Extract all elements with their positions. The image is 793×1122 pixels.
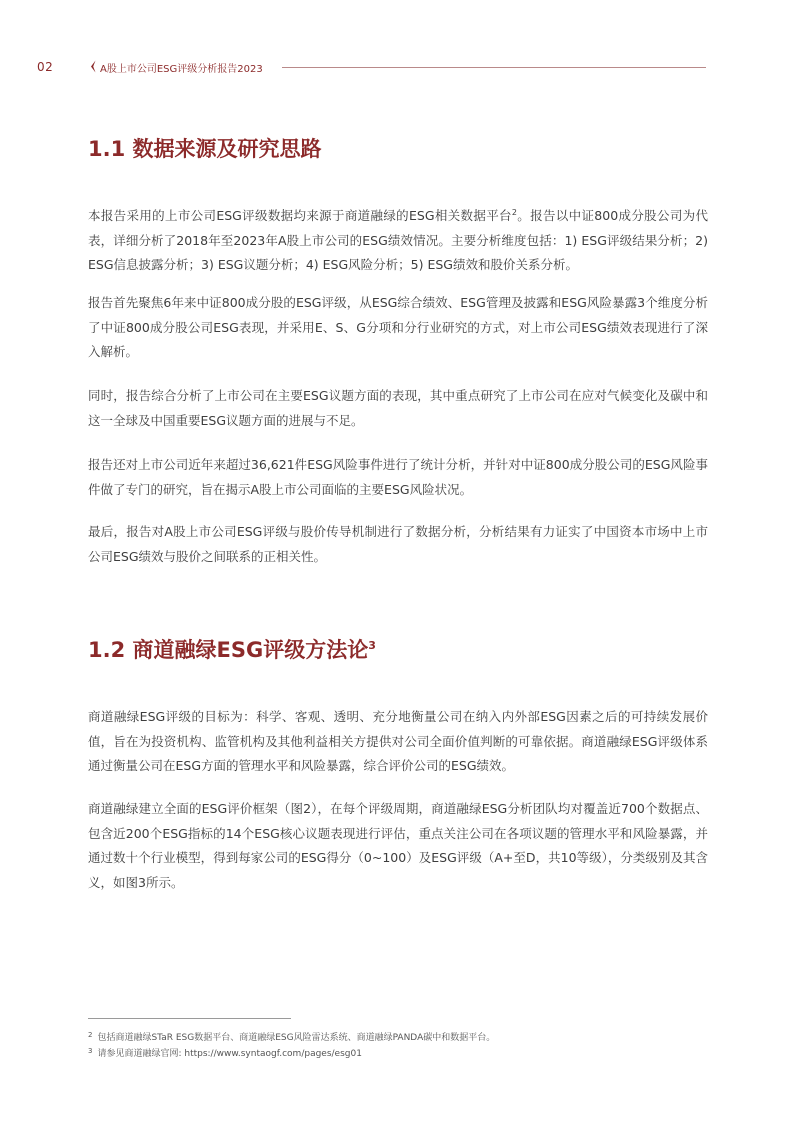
paragraph: 最后，报告对A股上市公司ESG评级与股价传导机制进行了数据分析，分析结果有力证实了中国资本市场中上市公司ESG绩效与股价之间联系的正相关性。 — [88, 524, 708, 564]
footnote — [88, 1047, 362, 1059]
footnote — [88, 1031, 496, 1043]
footnote-mark: 2 — [88, 1031, 93, 1039]
footnote-mark: 3 — [88, 1047, 93, 1055]
section-title-1-1: 1.1 数据来源及研究思路 — [88, 137, 322, 161]
report-title: A股上市公司ESG评级分析报告2023 — [100, 64, 263, 75]
footnote-ref[interactable]: 3 — [368, 639, 376, 652]
chevron-mark-icon — [90, 60, 96, 73]
footnote-ref[interactable]: 2 — [511, 207, 517, 217]
paragraph: 报告还对上市公司近年来超过36,621件ESG风险事件进行了统计分析，并针对中证800成分股公司的ESG风险事件做了专门的研究，旨在揭示A股上市公司面临的主要ESG风险状况。 — [88, 457, 708, 497]
header-divider — [282, 67, 706, 68]
footnote-divider — [88, 1018, 291, 1019]
section-title-1-2: 1.2 商道融绿ESG评级方法论$^3$ — [88, 638, 376, 662]
page-number: 02 — [37, 60, 54, 74]
paragraph: 商道融绿建立全面的ESG评价框架（图2），在每个评级周期，商道融绿ESG分析团队均对覆盖近700个数据点、包含近200个ESG指标的14个ESG核心议题表现进行评估，重点关注公司在各项议题的管理水平和风险暴露，并通过数十个行业模型，得到每家公司的ESG得分（0~100）及ESG评级（A+至D，共10等级），分类级别及其含义，如图3所示。 — [88, 801, 708, 890]
paragraph: 同时，报告综合分析了上市公司在主要ESG议题方面的表现，其中重点研究了上市公司在应对气候变化及碳中和这一全球及中国重要ESG议题方面的进展与不足。 — [88, 388, 708, 428]
paragraph: 报告首先聚焦6年来中证800成分股的ESG评级，从ESG综合绩效、ESG管理及披露和ESG风险暴露3个维度分析了中证800成分股公司ESG表现，并采用E、S、G分项和分行业研究的方式，对上市公司ESG绩效表现进行了深入解析。 — [88, 295, 708, 359]
paragraph: 本报告采用的上市公司ESG评级数据均来源于商道融绿的ESG相关数据平台$^2$。报告以中证800成分股公司为代表，详细分析了2018年至2023年A股上市公司的ESG绩效情况。主要分析维度包括：1) ESG评级结果分析；2) ESG信息披露分析；3) ESG议题分析；4) ESG风险分析；5) ESG绩效和股价关系分析。 — [88, 207, 708, 272]
paragraph: 商道融绿ESG评级的目标为：科学、客观、透明、充分地衡量公司在纳入内外部ESG因素之后的可持续发展价值，旨在为投资机构、监管机构及其他利益相关方提供对公司全面价值判断的可靠依据。商道融绿ESG评级体系通过衡量公司在ESG方面的管理水平和风险暴露，综合评价公司的ESG绩效。 — [88, 709, 708, 773]
footnote-text: 包括商道融绿STaR ESG数据平台、商道融绿ESG风险雷达系统、商道融绿PANDA碳中和数据平台。 — [97, 1033, 496, 1043]
footnote-text[interactable]: 请参见商道融绿官网: https://www.syntaogf.com/pages/esg01 — [97, 1049, 362, 1059]
